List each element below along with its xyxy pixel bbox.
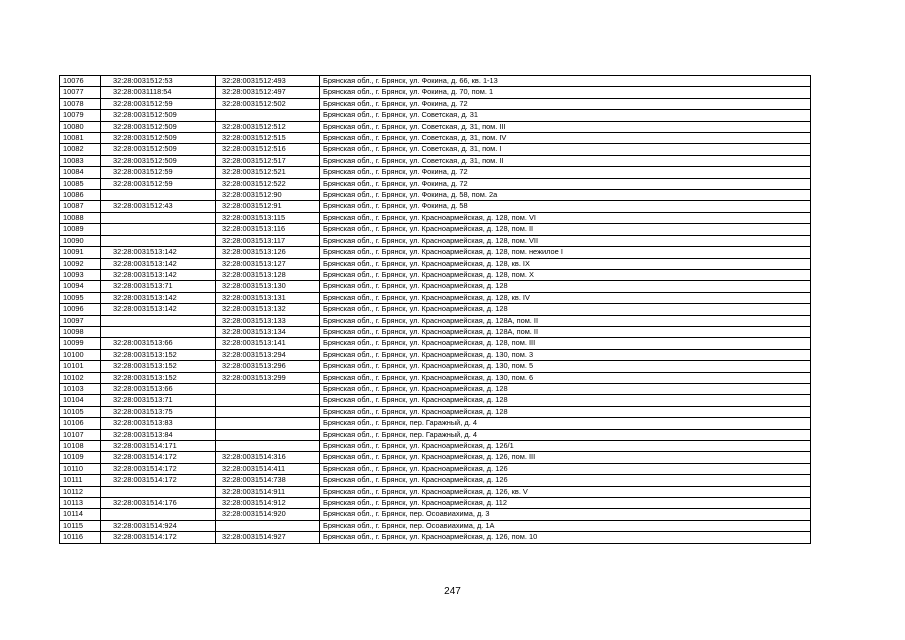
row-number-cell: 10078 bbox=[60, 98, 101, 109]
cadastral-number-cell: 32:28:0031513:71 bbox=[101, 281, 216, 292]
object-cadastral-number-cell: 32:28:0031514:411 bbox=[216, 463, 320, 474]
address-cell: Брянская обл., г. Брянск, ул. Красноармейская, д. 128, пом. II bbox=[320, 224, 811, 235]
cadastral-number-cell: 32:28:0031513:142 bbox=[101, 304, 216, 315]
object-cadastral-number-cell: 32:28:0031514:911 bbox=[216, 486, 320, 497]
cadastral-number-cell: 32:28:0031513:142 bbox=[101, 258, 216, 269]
cadastral-number-cell bbox=[101, 315, 216, 326]
table-row bbox=[60, 144, 811, 155]
cadastral-number-cell: 32:28:0031512:509 bbox=[101, 133, 216, 144]
object-cadastral-number-cell: 32:28:0031514:920 bbox=[216, 509, 320, 520]
row-number-cell: 10084 bbox=[60, 167, 101, 178]
address-cell: Брянская обл., г. Брянск, ул. Советская, д. 31, пом. III bbox=[320, 121, 811, 132]
table-row bbox=[60, 201, 811, 212]
object-cadastral-number-cell: 32:28:0031512:91 bbox=[216, 201, 320, 212]
cadastral-number-cell: 32:28:0031513:152 bbox=[101, 372, 216, 383]
cadastral-number-cell: 32:28:0031512:509 bbox=[101, 144, 216, 155]
cadastral-number-cell bbox=[101, 190, 216, 201]
object-cadastral-number-cell: 32:28:0031514:316 bbox=[216, 452, 320, 463]
cadastral-number-cell bbox=[101, 212, 216, 223]
object-cadastral-number-cell bbox=[216, 441, 320, 452]
address-cell: Брянская обл., г. Брянск, ул. Красноармейская, д. 128 bbox=[320, 383, 811, 394]
table-row bbox=[60, 167, 811, 178]
row-number-cell: 10116 bbox=[60, 532, 101, 543]
table-row bbox=[60, 133, 811, 144]
row-number-cell: 10082 bbox=[60, 144, 101, 155]
row-number-cell: 10091 bbox=[60, 247, 101, 258]
cadastral-number-cell: 32:28:0031514:171 bbox=[101, 441, 216, 452]
cadastral-number-cell: 32:28:0031513:84 bbox=[101, 429, 216, 440]
object-cadastral-number-cell: 32:28:0031512:516 bbox=[216, 144, 320, 155]
row-number-cell: 10083 bbox=[60, 155, 101, 166]
object-cadastral-number-cell: 32:28:0031513:133 bbox=[216, 315, 320, 326]
cadastral-number-cell bbox=[101, 326, 216, 337]
row-number-cell: 10108 bbox=[60, 441, 101, 452]
table-row bbox=[60, 315, 811, 326]
object-cadastral-number-cell bbox=[216, 110, 320, 121]
object-cadastral-number-cell: 32:28:0031512:90 bbox=[216, 190, 320, 201]
table-row bbox=[60, 292, 811, 303]
row-number-cell: 10100 bbox=[60, 349, 101, 360]
row-number-cell: 10094 bbox=[60, 281, 101, 292]
row-number-cell: 10115 bbox=[60, 520, 101, 531]
cadastral-number-cell: 32:28:0031512:59 bbox=[101, 167, 216, 178]
row-number-cell: 10087 bbox=[60, 201, 101, 212]
cadastral-number-cell: 32:28:0031513:75 bbox=[101, 406, 216, 417]
row-number-cell: 10081 bbox=[60, 133, 101, 144]
row-number-cell: 10086 bbox=[60, 190, 101, 201]
object-cadastral-number-cell: 32:28:0031513:126 bbox=[216, 247, 320, 258]
table-row bbox=[60, 326, 811, 337]
table-row bbox=[60, 498, 811, 509]
registry-table-body bbox=[60, 76, 811, 544]
table-row bbox=[60, 509, 811, 520]
cadastral-number-cell: 32:28:0031513:152 bbox=[101, 361, 216, 372]
address-cell: Брянская обл., г. Брянск, ул. Фокина, д. 72 bbox=[320, 98, 811, 109]
row-number-cell: 10089 bbox=[60, 224, 101, 235]
row-number-cell: 10076 bbox=[60, 76, 101, 87]
row-number-cell: 10111 bbox=[60, 475, 101, 486]
address-cell: Брянская обл., г. Брянск, ул. Красноармейская, д. 128, пом. VI bbox=[320, 212, 811, 223]
table-row bbox=[60, 383, 811, 394]
object-cadastral-number-cell: 32:28:0031513:294 bbox=[216, 349, 320, 360]
cadastral-number-cell: 32:28:0031514:172 bbox=[101, 475, 216, 486]
object-cadastral-number-cell bbox=[216, 406, 320, 417]
row-number-cell: 10098 bbox=[60, 326, 101, 337]
cadastral-number-cell: 32:28:0031512:509 bbox=[101, 155, 216, 166]
row-number-cell: 10103 bbox=[60, 383, 101, 394]
row-number-cell: 10114 bbox=[60, 509, 101, 520]
row-number-cell: 10092 bbox=[60, 258, 101, 269]
object-cadastral-number-cell: 32:28:0031512:522 bbox=[216, 178, 320, 189]
row-number-cell: 10095 bbox=[60, 292, 101, 303]
address-cell: Брянская обл., г. Брянск, ул. Красноармейская, д. 128, пом. III bbox=[320, 338, 811, 349]
page-number: 247 bbox=[444, 586, 461, 597]
row-number-cell: 10112 bbox=[60, 486, 101, 497]
row-number-cell: 10085 bbox=[60, 178, 101, 189]
address-cell: Брянская обл., г. Брянск, ул. Красноармейская, д. 128, кв. IV bbox=[320, 292, 811, 303]
table-row bbox=[60, 349, 811, 360]
table-row bbox=[60, 258, 811, 269]
table-row bbox=[60, 155, 811, 166]
address-cell: Брянская обл., г. Брянск, ул. Фокина, д. 58 bbox=[320, 201, 811, 212]
table-row bbox=[60, 463, 811, 474]
object-cadastral-number-cell: 32:28:0031512:502 bbox=[216, 98, 320, 109]
table-row bbox=[60, 190, 811, 201]
cadastral-number-cell bbox=[101, 224, 216, 235]
address-cell: Брянская обл., г. Брянск, ул. Красноармейская, д. 128А, пом. II bbox=[320, 315, 811, 326]
table-row bbox=[60, 429, 811, 440]
cadastral-number-cell: 32:28:0031514:172 bbox=[101, 463, 216, 474]
address-cell: Брянская обл., г. Брянск, ул. Фокина, д. 72 bbox=[320, 178, 811, 189]
object-cadastral-number-cell: 32:28:0031513:296 bbox=[216, 361, 320, 372]
object-cadastral-number-cell: 32:28:0031513:131 bbox=[216, 292, 320, 303]
address-cell: Брянская обл., г. Брянск, ул. Красноармейская, д. 128 bbox=[320, 281, 811, 292]
table-row bbox=[60, 486, 811, 497]
object-cadastral-number-cell: 32:28:0031513:115 bbox=[216, 212, 320, 223]
address-cell: Брянская обл., г. Брянск, ул. Красноармейская, д. 128, пом. X bbox=[320, 269, 811, 280]
cadastral-number-cell bbox=[101, 509, 216, 520]
object-cadastral-number-cell: 32:28:0031512:497 bbox=[216, 87, 320, 98]
address-cell: Брянская обл., г. Брянск, ул. Красноармейская, д. 130, пом. 5 bbox=[320, 361, 811, 372]
table-row bbox=[60, 395, 811, 406]
address-cell: Брянская обл., г. Брянск, ул. Красноармейская, д. 130, пом. 6 bbox=[320, 372, 811, 383]
row-number-cell: 10096 bbox=[60, 304, 101, 315]
object-cadastral-number-cell: 32:28:0031513:127 bbox=[216, 258, 320, 269]
object-cadastral-number-cell: 32:28:0031513:132 bbox=[216, 304, 320, 315]
address-cell: Брянская обл., г. Брянск, ул. Советская, д. 31, пом. IV bbox=[320, 133, 811, 144]
table-row bbox=[60, 235, 811, 246]
cadastral-number-cell: 32:28:0031513:66 bbox=[101, 338, 216, 349]
cadastral-number-cell: 32:28:0031118:54 bbox=[101, 87, 216, 98]
object-cadastral-number-cell bbox=[216, 520, 320, 531]
table-row bbox=[60, 520, 811, 531]
address-cell: Брянская обл., г. Брянск, ул. Красноармейская, д. 126, кв. V bbox=[320, 486, 811, 497]
address-cell: Брянская обл., г. Брянск, ул. Фокина, д. 70, пом. 1 bbox=[320, 87, 811, 98]
cadastral-number-cell: 32:28:0031514:176 bbox=[101, 498, 216, 509]
cadastral-number-cell: 32:28:0031513:142 bbox=[101, 247, 216, 258]
address-cell: Брянская обл., г. Брянск, ул. Красноармейская, д. 126 bbox=[320, 463, 811, 474]
table-row bbox=[60, 372, 811, 383]
cadastral-number-cell: 32:28:0031514:924 bbox=[101, 520, 216, 531]
table-row bbox=[60, 406, 811, 417]
address-cell: Брянская обл., г. Брянск, ул. Красноармейская, д. 128, кв. IX bbox=[320, 258, 811, 269]
object-cadastral-number-cell bbox=[216, 418, 320, 429]
address-cell: Брянская обл., г. Брянск, ул. Фокина, д. 58, пом. 2а bbox=[320, 190, 811, 201]
address-cell: Брянская обл., г. Брянск, ул. Красноармейская, д. 128 bbox=[320, 395, 811, 406]
row-number-cell: 10097 bbox=[60, 315, 101, 326]
table-row bbox=[60, 441, 811, 452]
table-row bbox=[60, 247, 811, 258]
object-cadastral-number-cell: 32:28:0031513:134 bbox=[216, 326, 320, 337]
address-cell: Брянская обл., г. Брянск, ул. Красноармейская, д. 128, пом. VII bbox=[320, 235, 811, 246]
object-cadastral-number-cell bbox=[216, 395, 320, 406]
object-cadastral-number-cell: 32:28:0031513:130 bbox=[216, 281, 320, 292]
object-cadastral-number-cell: 32:28:0031512:512 bbox=[216, 121, 320, 132]
address-cell: Брянская обл., г. Брянск, ул. Красноармейская, д. 128 bbox=[320, 406, 811, 417]
address-cell: Брянская обл., г. Брянск, ул. Фокина, д. 72 bbox=[320, 167, 811, 178]
address-cell: Брянская обл., г. Брянск, ул. Красноармейская, д. 126, пом. III bbox=[320, 452, 811, 463]
row-number-cell: 10105 bbox=[60, 406, 101, 417]
row-number-cell: 10077 bbox=[60, 87, 101, 98]
object-cadastral-number-cell bbox=[216, 429, 320, 440]
table-row bbox=[60, 121, 811, 132]
cadastral-number-cell: 32:28:0031512:509 bbox=[101, 110, 216, 121]
object-cadastral-number-cell: 32:28:0031514:738 bbox=[216, 475, 320, 486]
address-cell: Брянская обл., г. Брянск, пер. Осоавиахима, д. 1А bbox=[320, 520, 811, 531]
row-number-cell: 10102 bbox=[60, 372, 101, 383]
cadastral-number-cell: 32:28:0031513:142 bbox=[101, 292, 216, 303]
address-cell: Брянская обл., г. Брянск, ул. Красноармейская, д. 126/1 bbox=[320, 441, 811, 452]
row-number-cell: 10106 bbox=[60, 418, 101, 429]
row-number-cell: 10093 bbox=[60, 269, 101, 280]
table-row bbox=[60, 532, 811, 543]
object-cadastral-number-cell bbox=[216, 383, 320, 394]
row-number-cell: 10080 bbox=[60, 121, 101, 132]
cadastral-number-cell: 32:28:0031513:83 bbox=[101, 418, 216, 429]
table-row bbox=[60, 98, 811, 109]
table-row bbox=[60, 452, 811, 463]
table-row bbox=[60, 418, 811, 429]
object-cadastral-number-cell: 32:28:0031513:128 bbox=[216, 269, 320, 280]
table-row bbox=[60, 224, 811, 235]
row-number-cell: 10079 bbox=[60, 110, 101, 121]
table-row bbox=[60, 338, 811, 349]
object-cadastral-number-cell: 32:28:0031513:141 bbox=[216, 338, 320, 349]
cadastral-number-cell: 32:28:0031512:59 bbox=[101, 178, 216, 189]
object-cadastral-number-cell: 32:28:0031512:515 bbox=[216, 133, 320, 144]
table-row bbox=[60, 87, 811, 98]
row-number-cell: 10088 bbox=[60, 212, 101, 223]
address-cell: Брянская обл., г. Брянск, ул. Советская, д. 31, пом. I bbox=[320, 144, 811, 155]
table-row bbox=[60, 178, 811, 189]
table-row bbox=[60, 212, 811, 223]
address-cell: Брянская обл., г. Брянск, ул. Красноармейская, д. 128 bbox=[320, 304, 811, 315]
address-cell: Брянская обл., г. Брянск, ул. Красноармейская, д. 128А, пом. II bbox=[320, 326, 811, 337]
address-cell: Брянская обл., г. Брянск, ул. Красноармейская, д. 130, пом. 3 bbox=[320, 349, 811, 360]
address-cell: Брянская обл., г. Брянск, ул. Советская, д. 31 bbox=[320, 110, 811, 121]
cadastral-number-cell: 32:28:0031513:66 bbox=[101, 383, 216, 394]
row-number-cell: 10104 bbox=[60, 395, 101, 406]
cadastral-number-cell bbox=[101, 235, 216, 246]
object-cadastral-number-cell: 32:28:0031513:117 bbox=[216, 235, 320, 246]
table-row bbox=[60, 281, 811, 292]
object-cadastral-number-cell: 32:28:0031513:299 bbox=[216, 372, 320, 383]
cadastral-number-cell: 32:28:0031513:152 bbox=[101, 349, 216, 360]
cadastral-number-cell: 32:28:0031512:53 bbox=[101, 76, 216, 87]
address-cell: Брянская обл., г. Брянск, ул. Красноармейская, д. 126, пом. 10 bbox=[320, 532, 811, 543]
cadastral-number-cell: 32:28:0031513:142 bbox=[101, 269, 216, 280]
table-row bbox=[60, 304, 811, 315]
object-cadastral-number-cell: 32:28:0031514:927 bbox=[216, 532, 320, 543]
row-number-cell: 10109 bbox=[60, 452, 101, 463]
object-cadastral-number-cell: 32:28:0031514:912 bbox=[216, 498, 320, 509]
object-cadastral-number-cell: 32:28:0031512:521 bbox=[216, 167, 320, 178]
cadastral-number-cell: 32:28:0031512:509 bbox=[101, 121, 216, 132]
address-cell: Брянская обл., г. Брянск, ул. Советская, д. 31, пом. II bbox=[320, 155, 811, 166]
cadastral-number-cell: 32:28:0031513:71 bbox=[101, 395, 216, 406]
table-row bbox=[60, 361, 811, 372]
table-row bbox=[60, 475, 811, 486]
address-cell: Брянская обл., г. Брянск, ул. Красноармейская, д. 128, пом. нежилое I bbox=[320, 247, 811, 258]
address-cell: Брянская обл., г. Брянск, пер. Осоавиахима, д. 3 bbox=[320, 509, 811, 520]
cadastral-number-cell: 32:28:0031512:59 bbox=[101, 98, 216, 109]
cadastral-number-cell bbox=[101, 486, 216, 497]
address-cell: Брянская обл., г. Брянск, пер. Гаражный, д. 4 bbox=[320, 429, 811, 440]
object-cadastral-number-cell: 32:28:0031512:517 bbox=[216, 155, 320, 166]
registry-table bbox=[59, 75, 811, 544]
row-number-cell: 10099 bbox=[60, 338, 101, 349]
address-cell: Брянская обл., г. Брянск, пер. Гаражный, д. 4 bbox=[320, 418, 811, 429]
table-row bbox=[60, 110, 811, 121]
table-row bbox=[60, 269, 811, 280]
row-number-cell: 10090 bbox=[60, 235, 101, 246]
cadastral-number-cell: 32:28:0031514:172 bbox=[101, 452, 216, 463]
address-cell: Брянская обл., г. Брянск, ул. Фокина, д. 66, кв. 1-13 bbox=[320, 76, 811, 87]
cadastral-number-cell: 32:28:0031512:43 bbox=[101, 201, 216, 212]
object-cadastral-number-cell: 32:28:0031512:493 bbox=[216, 76, 320, 87]
address-cell: Брянская обл., г. Брянск, ул. Красноармейская, д. 126 bbox=[320, 475, 811, 486]
row-number-cell: 10113 bbox=[60, 498, 101, 509]
row-number-cell: 10101 bbox=[60, 361, 101, 372]
object-cadastral-number-cell: 32:28:0031513:116 bbox=[216, 224, 320, 235]
row-number-cell: 10110 bbox=[60, 463, 101, 474]
table-row bbox=[60, 76, 811, 87]
cadastral-number-cell: 32:28:0031514:172 bbox=[101, 532, 216, 543]
row-number-cell: 10107 bbox=[60, 429, 101, 440]
address-cell: Брянская обл., г. Брянск, ул. Красноармейская, д. 112 bbox=[320, 498, 811, 509]
